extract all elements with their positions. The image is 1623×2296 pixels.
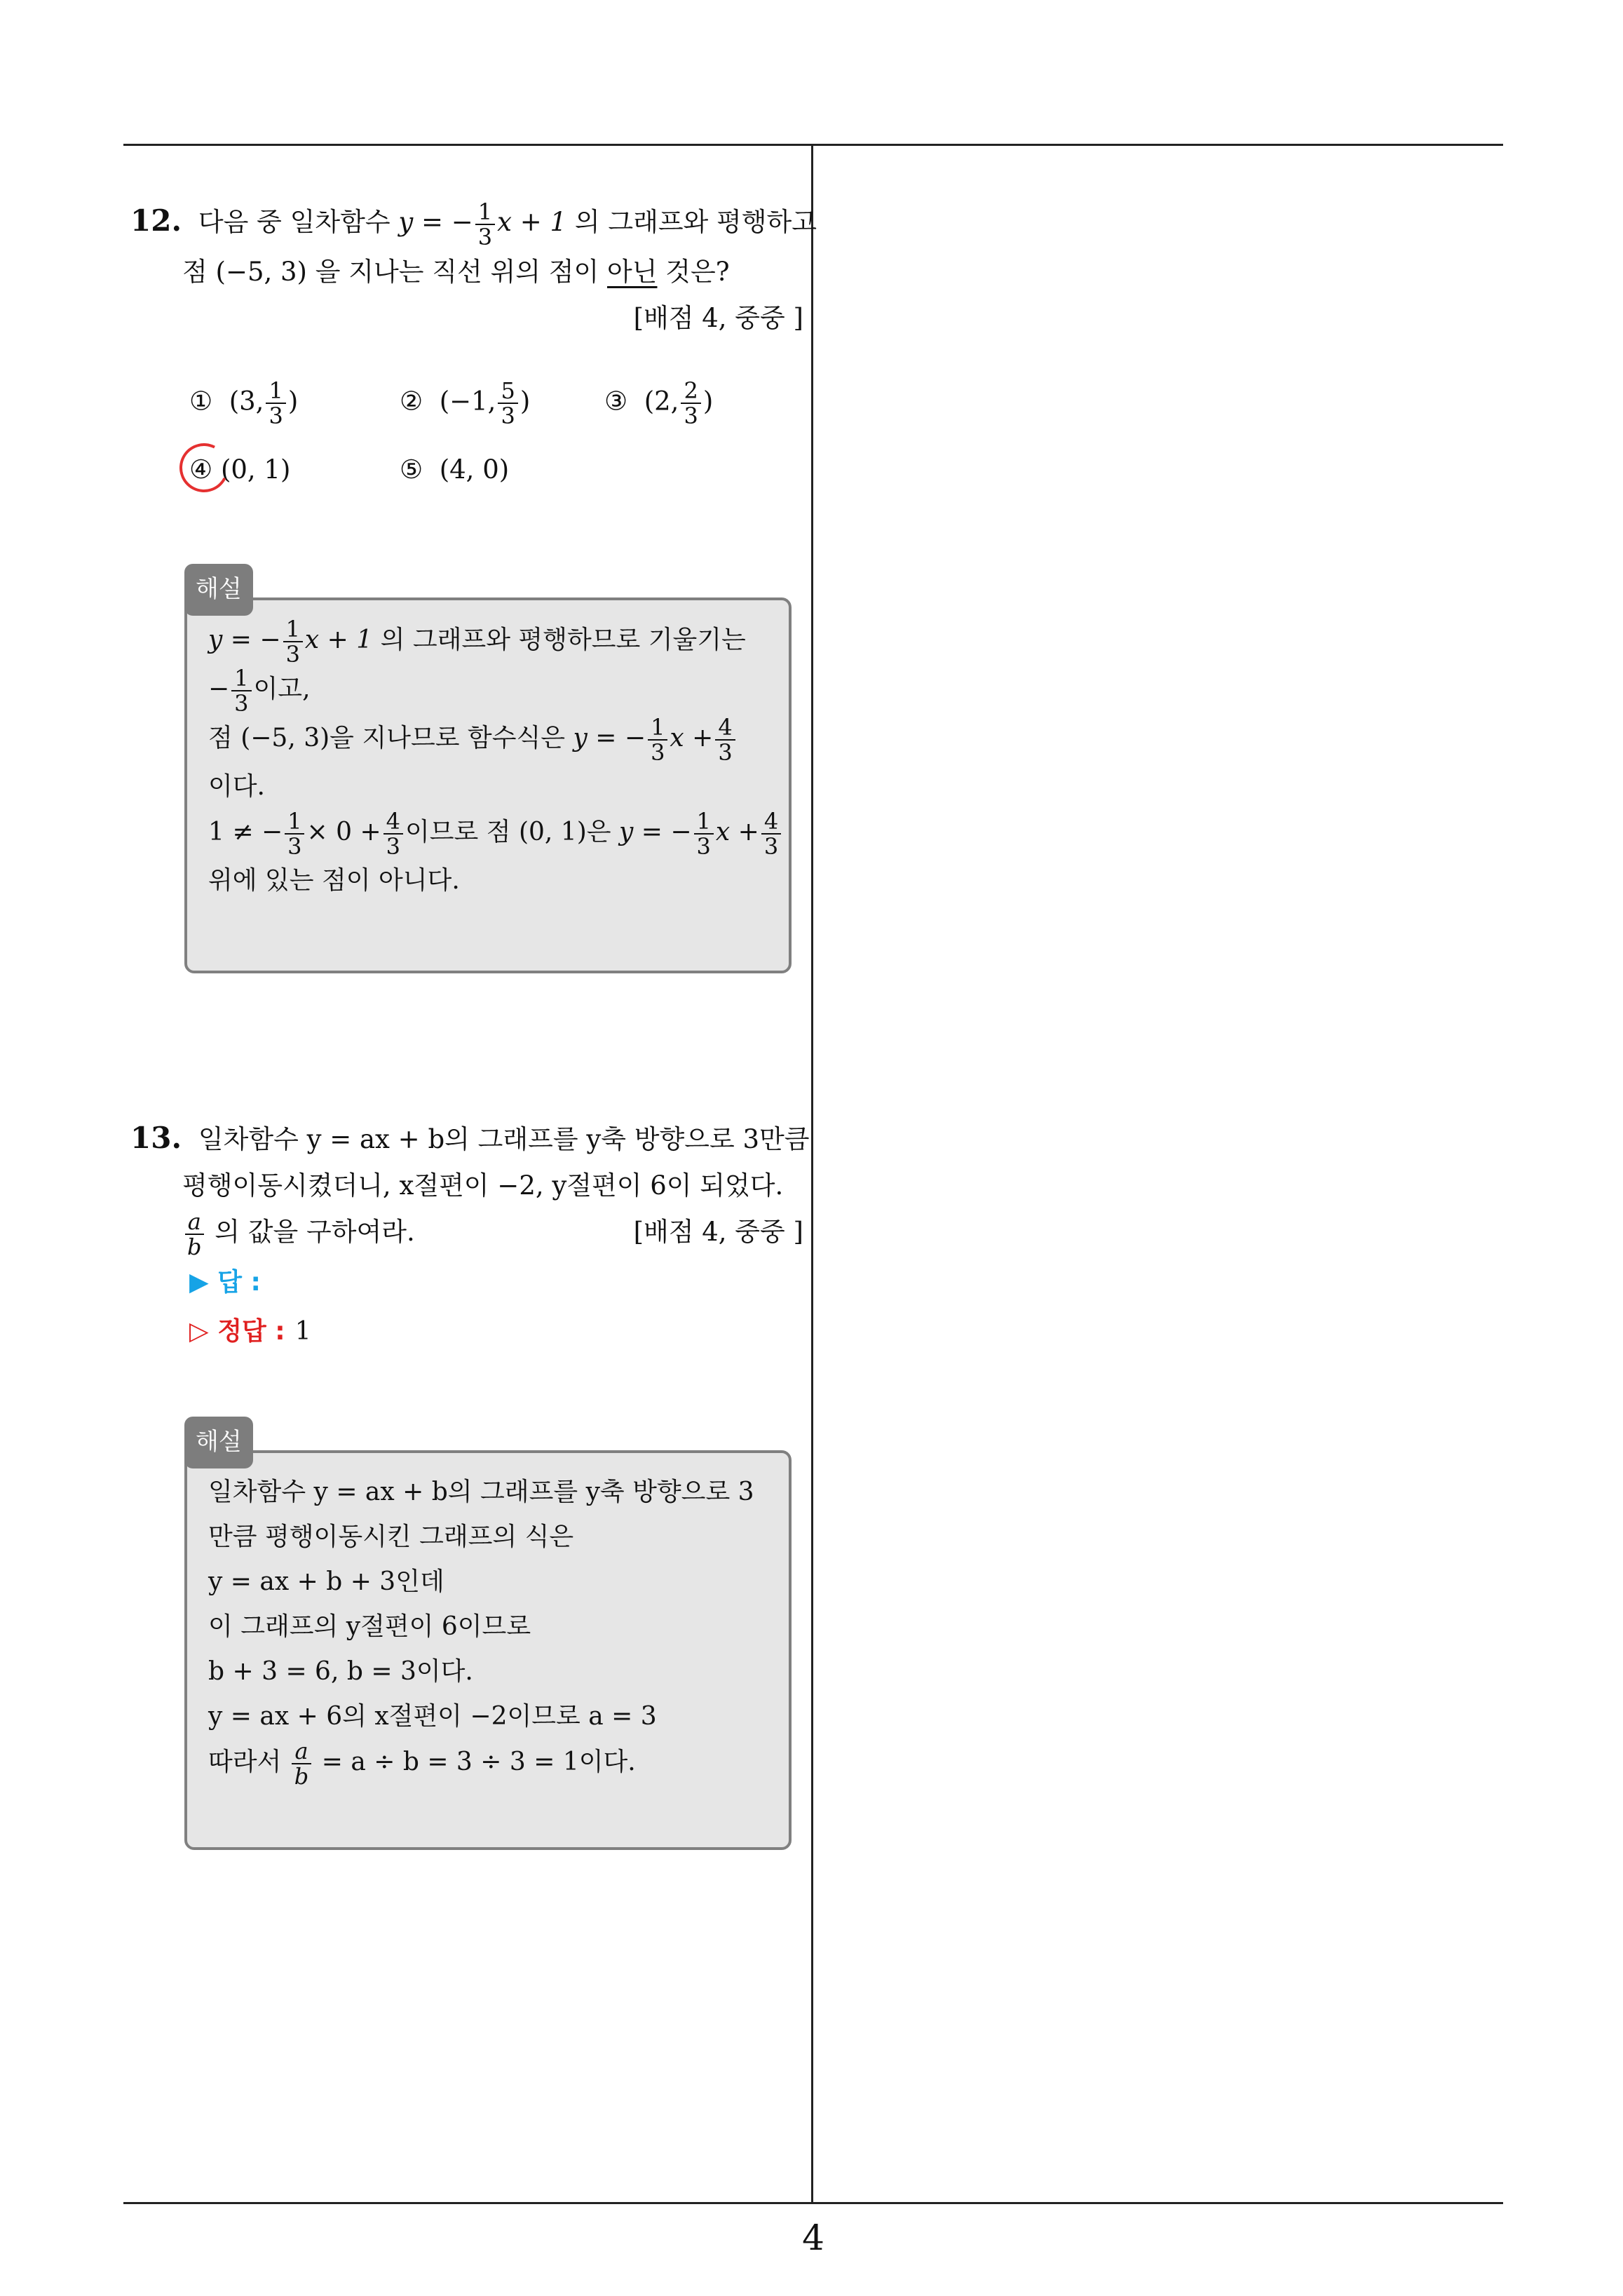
bottom-rule — [123, 2202, 1503, 2204]
question-13 — [130, 1115, 810, 1260]
column-divider — [811, 144, 813, 2204]
question-text: 의 값을 구하여라. — [215, 1217, 415, 1247]
solution-line: 위에 있는 점이 아니다. — [208, 866, 460, 895]
solution-line: 만큼 평행이동시킨 그래프의 식은 — [208, 1522, 574, 1551]
solution-box-13 — [184, 1428, 792, 1850]
question-number: 12. — [130, 203, 182, 238]
question-text: 을 지나는 직선 위의 점이 — [315, 256, 599, 287]
question-text: 점 — [182, 256, 208, 287]
choice-3[interactable]: ③ (2, $\frac{2}{3}$ ) — [604, 377, 714, 429]
underlined-word: 아닌 — [607, 256, 658, 287]
question-text: 것은? — [665, 256, 730, 287]
solution-box-12 — [184, 575, 792, 973]
solution-line: 일차함수 y = ax + b의 그래프를 y축 방향으로 3 — [208, 1478, 754, 1506]
question-number: 13. — [130, 1121, 182, 1155]
correct-answer: ▷ 정답 : 1 — [189, 1317, 311, 1346]
solution-line: − $\frac{1}{3}$ 이고, — [208, 665, 311, 717]
score-label: [배점 4, 중중 ] — [633, 302, 803, 333]
question-text: 의 그래프와 평행하고 — [574, 207, 817, 237]
question-text: 일차함수 y = ax + b의 그래프를 y축 방향으로 3만큼 — [198, 1124, 810, 1154]
point: (−5, 3) — [215, 256, 307, 287]
choice-4[interactable]: ④ (0, 1) — [189, 454, 290, 485]
solution-line: y = ax + b + 3인데 — [208, 1567, 444, 1596]
equation: y = − — [398, 207, 473, 237]
fraction: $\frac{a}{b}$ — [184, 1210, 204, 1259]
choice-5[interactable]: ⑤ (4, 0) — [400, 454, 510, 485]
question-12 — [130, 198, 817, 342]
choice-2[interactable]: ② (−1, $\frac{5}{3}$ ) — [400, 377, 531, 429]
solution-line: y = ax + 6의 x절편이 −2이므로 a = 3 — [208, 1702, 657, 1731]
choice-1[interactable]: ① (3, $\frac{1}{3}$ ) — [189, 377, 299, 429]
equation: x + 1 — [497, 207, 567, 237]
question-text: 다음 중 일차함수 — [198, 207, 391, 237]
solution-line: 1 ≠ − $\frac{1}{3}$ × 0 + $\frac{4}{3}$ 이므로 점 (0, 1)은 y = − $\frac{1}{3}$ x + $\frac{4}{3}$ — [208, 809, 770, 858]
solution-line: 점 (−5, 3)을 지나므로 함수식은 y = − $\frac{1}{3}$ x + $\frac{4}{3}$ — [208, 715, 770, 764]
solution-line: 이 그래프의 y절편이 6이므로 — [208, 1612, 531, 1641]
solution-line: y = − $\frac{1}{3}$ x + 1 의 그래프와 평행하므로 기울기는 — [208, 616, 746, 668]
solution-tag: 해설 — [184, 1417, 253, 1468]
solution-line: b + 3 = 6, b = 3이다. — [208, 1657, 473, 1686]
solution-line: 따라서 $\frac{a}{b}$ = a ÷ b = 3 ÷ 3 = 1이다. — [208, 1738, 636, 1790]
top-rule — [123, 144, 1503, 146]
solution-tag: 해설 — [184, 564, 253, 616]
answer-circle-mark — [173, 437, 235, 499]
solution-line: 이다. — [208, 772, 265, 801]
page-number: 4 — [802, 2217, 824, 2258]
score-label: [배점 4, 중중 ] — [633, 1217, 803, 1247]
question-text: 평행이동시켰더니, x절편이 −2, y절편이 6이 되었다. — [182, 1170, 784, 1201]
fraction: $\frac{1}{3}$ — [475, 200, 495, 249]
answer-label[interactable]: ▶ 답 : — [189, 1268, 261, 1297]
